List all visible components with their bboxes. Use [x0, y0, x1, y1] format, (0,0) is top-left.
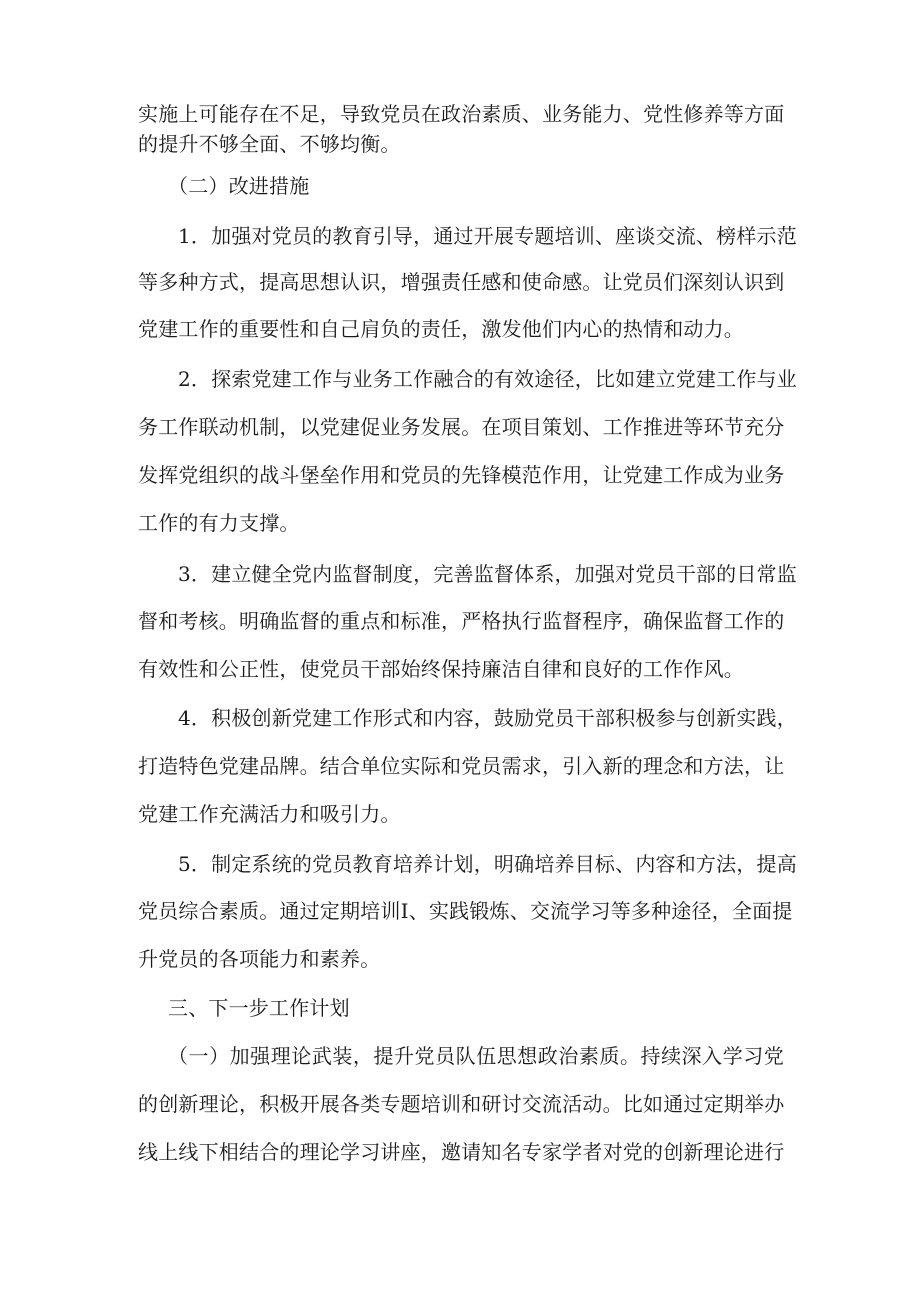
text-line: 升党员的各项能力和素养。: [138, 947, 381, 971]
text-line: 的提升不够全面、不够均衡。: [138, 132, 401, 156]
text-line: 3．建立健全党内监督制度，完善监督体系，加强对党员干部的日常监: [178, 562, 797, 586]
text-line: 发挥党组织的战斗堡垒作用和党员的先锋模范作用，让党建工作成为业务: [138, 463, 785, 487]
text-line: 1．加强对党员的教育引导，通过开展专题培训、座谈交流、榜样示范: [178, 224, 797, 248]
text-line: 务工作联动机制，以党建促业务发展。在项目策划、工作推进等环节充分: [138, 415, 785, 439]
text-line: （一）加强理论武装，提升党员队伍思想政治素质。持续深入学习党: [168, 1044, 784, 1068]
section-heading: （二）改进措施: [168, 174, 310, 198]
text-line: 等多种方式，提高思想认识，增强责任感和使命感。让党员们深刻认识到: [138, 270, 785, 294]
text-line: 打造特色党建品牌。结合单位实际和党员需求，引入新的理念和方法，让: [138, 754, 785, 778]
section-heading: 三、下一步工作计划: [168, 996, 350, 1020]
text-line: 党建工作充满活力和吸引力。: [138, 802, 401, 826]
text-line: 的创新理论，积极开展各类专题培训和研讨交流活动。比如通过定期举办: [138, 1092, 785, 1116]
text-line: 党建工作的重要性和自己肩负的责任，激发他们内心的热情和动力。: [138, 317, 744, 341]
text-line: 督和考核。明确监督的重点和标准，严格执行监督程序，确保监督工作的: [138, 609, 785, 633]
text-line: 实施上可能存在不足，导致党员在政治素质、业务能力、党性修养等方面: [138, 102, 785, 126]
text-line: 线上线下相结合的理论学习讲座，邀请知名专家学者对党的创新理论进行: [138, 1140, 785, 1164]
text-line: 2．探索党建工作与业务工作融合的有效途径，比如建立党建工作与业: [178, 367, 797, 391]
text-line: 党员综合素质。通过定期培训I、实践锻炼、交流学习等多种途径，全面提: [138, 899, 793, 923]
text-line: 工作的有力支撑。: [138, 511, 300, 535]
text-line: 4．积极创新党建工作形式和内容，鼓励党员干部积极参与创新实践，: [178, 706, 797, 730]
text-line: 5．制定系统的党员教育培养计划，明确培养目标、内容和方法，提高: [178, 852, 797, 876]
text-line: 有效性和公正性，使党员干部始终保持廉洁自律和良好的工作作风。: [138, 657, 744, 681]
